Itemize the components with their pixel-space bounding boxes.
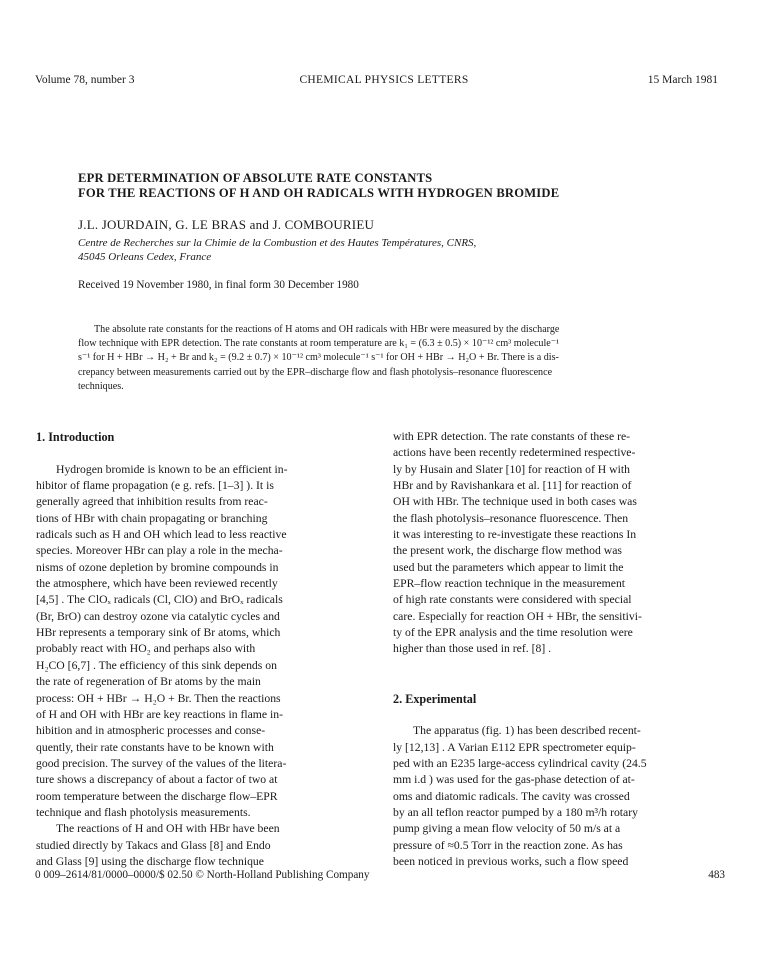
article-title bbox=[78, 171, 559, 201]
text-line: [4,5] . The ClOₓ radicals (Cl, ClO) and BrOₓ radicals bbox=[36, 593, 283, 607]
text-line: quently, their rate constants have to be known with bbox=[36, 740, 274, 754]
text-line: oms and diatomic radicals. The cavity was crossed bbox=[393, 789, 630, 803]
text-line: mm i.d ) was used for the gas-phase detection of at- bbox=[393, 773, 635, 787]
text-line: EPR–flow reaction technique in the measurement bbox=[393, 577, 626, 591]
issue-date: 15 March 1981 bbox=[647, 74, 718, 86]
text-line: of high rate constants were considered with special bbox=[393, 593, 632, 607]
text-line: of H and OH with HBr are key reactions in flame in- bbox=[36, 707, 283, 721]
text-line: actions have been recently redetermined respective- bbox=[393, 446, 636, 460]
received-date: Received 19 November 1980, in final form 30 December 1980 bbox=[78, 279, 359, 291]
text-line: The apparatus (fig. 1) has been described recent- bbox=[413, 724, 641, 738]
text-line: probably react with HO₂ and perhaps also with bbox=[36, 642, 256, 656]
text-line: ly by Husain and Slater [10] for reaction of H with bbox=[393, 462, 630, 476]
intro-paragraph-1 bbox=[36, 462, 370, 822]
text-line: the flash photolysis–resonance fluorescence. Then bbox=[393, 511, 629, 525]
text-line: with EPR detection. The rate constants of these re- bbox=[393, 430, 631, 443]
text-line: (Br, BrO) can destroy ozone via catalytic cycles and bbox=[36, 609, 280, 623]
affiliation-line: 45045 Orleans Cedex, France bbox=[78, 251, 212, 263]
text-line: the present work, the discharge flow method was bbox=[393, 544, 622, 558]
text-line: studied directly by Takacs and Glass [8] and Endo bbox=[36, 838, 271, 852]
text-line: pump giving a mean flow velocity of 50 m/s at a bbox=[393, 822, 621, 836]
text-line: ty of the EPR analysis and the time resolution were bbox=[393, 626, 633, 640]
experimental-paragraph-1 bbox=[393, 723, 727, 870]
intro-paragraph-continued bbox=[393, 429, 727, 658]
text-line: room temperature between the discharge flow–EPR bbox=[36, 789, 278, 803]
text-line: OH with HBr. The technique used in both cases was bbox=[393, 495, 637, 509]
abstract-line: crepancy between measurements carried out by the EPR–discharge flow and flash photolysis–resonance fluorescence bbox=[78, 366, 553, 378]
text-line: The reactions of H and OH with HBr have been bbox=[56, 822, 280, 836]
intro-paragraph-2 bbox=[36, 821, 370, 870]
text-line: the atmosphere, which have been reviewed recently bbox=[36, 577, 278, 591]
text-line: ped with an E235 large-access cylindrical cavity (24.5 bbox=[393, 756, 647, 770]
abstract bbox=[78, 323, 710, 394]
text-line: HBr and by Ravishankara et al. [11] for reaction of bbox=[393, 479, 632, 493]
text-line: hibitor of flame propagation (e g. refs. [1–3] ). It is bbox=[36, 479, 274, 493]
text-line: been noticed in previous works, such a flow speed bbox=[393, 854, 629, 868]
journal-name: CHEMICAL PHYSICS LETTERS bbox=[299, 74, 469, 86]
text-line: by an all teflon reactor pumped by a 180 m³/h rotary bbox=[393, 805, 638, 819]
text-line: pressure of ≈0.5 Torr in the reaction zone. As has bbox=[393, 838, 623, 852]
text-line: H₂CO [6,7] . The efficiency of this sink depends on bbox=[36, 658, 277, 672]
text-line: ture shows a discrepancy of about a factor of two at bbox=[36, 773, 278, 787]
page-number: 483 bbox=[708, 869, 725, 881]
abstract-line: flow technique with EPR detection. The rate constants at room temperature are k₁ = (6.3 ± 0.5) × 10⁻¹² cm³ molecule⁻¹ bbox=[78, 338, 560, 350]
text-line: used but the parameters which appear to limit the bbox=[393, 560, 624, 574]
text-line: process: OH + HBr → H₂O + Br. Then the reactions bbox=[36, 691, 281, 705]
text-line: ly [12,13] . A Varian E112 EPR spectrometer equip- bbox=[393, 740, 636, 754]
text-line: good precision. The survey of the values of the litera- bbox=[36, 756, 287, 770]
text-line: Hydrogen bromide is known to be an efficient in- bbox=[56, 462, 288, 476]
abstract-line: s⁻¹ for H + HBr → H₂ + Br and k₂ = (9.2 ± 0.7) × 10⁻¹² cm³ molecule⁻¹ s⁻¹ for OH + HBr → H₂O + Br. There is a dis- bbox=[78, 352, 559, 364]
title-line: FOR THE REACTIONS OF H AND OH RADICALS WITH HYDROGEN BROMIDE bbox=[78, 186, 560, 200]
text-line: species. Moreover HBr can play a role in the mecha- bbox=[36, 544, 283, 558]
text-line: nisms of ozone depletion by bromine compounds in bbox=[36, 560, 279, 574]
text-line: it was interesting to re-investigate these reactions In bbox=[393, 528, 637, 542]
volume-number: Volume 78, number 3 bbox=[35, 74, 135, 86]
text-line: higher than those used in ref. [8] . bbox=[393, 642, 552, 656]
left-column bbox=[36, 429, 370, 870]
text-line: and Glass [9] using the discharge flow technique bbox=[36, 854, 264, 868]
right-column bbox=[393, 429, 727, 870]
abstract-line: techniques. bbox=[78, 380, 124, 392]
text-line: the rate of regeneration of Br atoms by the main bbox=[36, 675, 261, 689]
text-line: generally agreed that inhibition results from reac- bbox=[36, 495, 268, 509]
section-heading-experimental: 2. Experimental bbox=[393, 691, 477, 706]
affiliation-line: Centre de Recherches sur la Chimie de la Combustion et des Hautes Températures, CNRS, bbox=[78, 237, 477, 249]
text-line: hibition and in atmospheric processes and conse- bbox=[36, 724, 266, 738]
abstract-line: The absolute rate constants for the reactions of H atoms and OH radicals with HBr were measured by the discharge bbox=[94, 324, 560, 335]
authors: J.L. JOURDAIN, G. LE BRAS and J. COMBOURIEU bbox=[78, 217, 375, 232]
title-line: EPR DETERMINATION OF ABSOLUTE RATE CONSTANTS bbox=[78, 171, 433, 185]
copyright-line: 0 009–2614/81/0000–0000/$ 02.50 © North-Holland Publishing Company bbox=[35, 869, 370, 881]
text-line: technique and flash photolysis measurements. bbox=[36, 805, 251, 819]
text-line: tions of HBr with chain propagating or branching bbox=[36, 511, 268, 525]
affiliation bbox=[78, 236, 476, 264]
text-line: care. Especially for reaction OH + HBr, the sensitivi- bbox=[393, 609, 642, 623]
text-line: HBr represents a temporary sink of Br atoms, which bbox=[36, 626, 281, 640]
text-line: radicals such as H and OH which lead to less reactive bbox=[36, 528, 287, 542]
section-heading-introduction: 1. Introduction bbox=[36, 430, 115, 444]
